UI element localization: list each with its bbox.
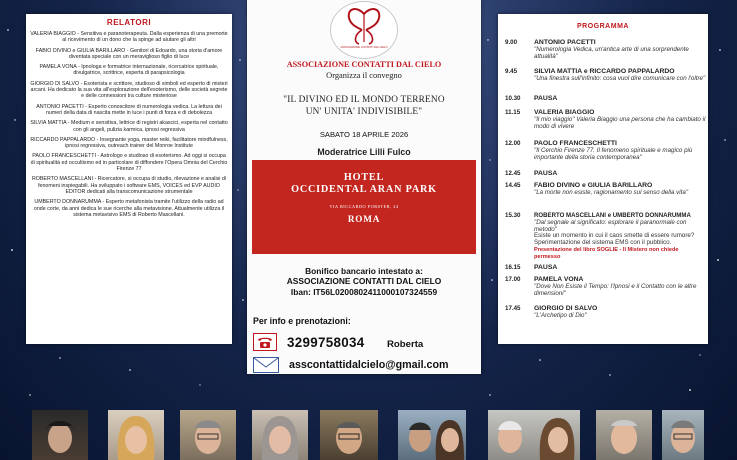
speaker-bio: PAMELA VONA - Ipnologa e formatrice internazionale, ricercatrice spirituale, divulgatrice, scrittrice, esperta di parapsicologia (39, 64, 219, 77)
program-speaker: ANTONIO PACETTI (534, 39, 596, 46)
program-speaker: PAOLO FRANCESCHETTI (534, 140, 617, 147)
program-time: 9.45 (505, 68, 518, 75)
program-speaker: PAMELA VONA (534, 276, 584, 283)
speaker-photo (320, 410, 378, 460)
speaker-bio: VALERIA BIAGGIO - Sensitiva e paranoterapeuta. Dalla esperienza di una premorte al ricevimento di un dono che la spinge ad aiutare gli altri (30, 31, 228, 44)
program-speaker: VALERIA BIAGGIO (534, 109, 595, 116)
speaker-bio: PAOLO FRANCESCHETTI - Astrologo e studioso di esoterismo. Ad oggi si occupa di spiritualità ed occultismo ed in particolare di diffondere l'Opera Omnia del Cerchio Firenze 77 (30, 153, 228, 173)
program-time: 9.00 (505, 39, 518, 46)
organizer-name: ASSOCIAZIONE CONTATTI DAL CIELO (286, 60, 442, 69)
speaker-photo (488, 410, 580, 460)
program-book-note: Presentazione del libro SOGLIE - Il Mistero non chiede permesso (534, 246, 679, 260)
speakers-panel (26, 14, 232, 344)
program-speaker: FABIO DIVINO e GIULIA BARILLARO (534, 182, 653, 189)
conference-title-line2: UN' UNITA' INDIVISIBILE" (305, 107, 423, 117)
association-logo (330, 1, 398, 59)
speaker-photo (398, 410, 466, 460)
venue-address: VIA RICCARDO FORSTER, 24 (329, 204, 399, 209)
speaker-photo (596, 410, 652, 460)
logo-text: ASSOCIAZIONE CONTATTI DAL CIELO (340, 46, 388, 49)
program-time: 10.30 (505, 95, 521, 102)
program-speaker: SILVIA MATTIA e RICCARDO PAPPALARDO (534, 68, 675, 75)
program-time: 11.15 (505, 109, 521, 116)
program-time: 14.45 (505, 182, 521, 189)
event-date: SABATO 18 APRILE 2026 (319, 130, 409, 139)
program-speaker: PAUSA (534, 95, 558, 102)
program-time: 16.15 (505, 264, 521, 271)
program-talk-note: Sperimentazione del sistema EMS con il pubblico. (534, 239, 672, 247)
program-talk: "Una finestra sull'infinito: cosa vuol dire comunicare con l'oltre" (534, 74, 706, 82)
phone-number[interactable]: 3299758034 (287, 335, 365, 350)
speaker-bio: GIORGIO DI SALVO - Esoterista e scrittore, studioso di simboli ed esperto di misteri arcani. Ha dedicato la sua vita all'esplorazione dell'esoterismo, delle società segrete e delle connessioni tra culture misteriose (30, 80, 228, 100)
speaker-bio: RICCARDO PAPPALARDO - Insegnante yoga, master reiki, facilitatore mindfulness, ipnosi regressiva, outreach trainer del Monroe Institute (30, 136, 228, 150)
program-time: 17.00 (505, 276, 521, 283)
program-time: 12.00 (505, 140, 521, 147)
moderator: Moderatrice Lilli Fulco (317, 147, 411, 157)
venue-box (252, 160, 476, 254)
conference-title-line1: "IL DIVINO ED IL MONDO TERRENO (283, 95, 445, 105)
speaker-photo (108, 410, 164, 460)
speaker-photo (32, 410, 88, 460)
info-label: Per info e prenotazioni: (253, 316, 351, 326)
organizer-subtitle: Organizza il convegno (326, 71, 402, 80)
program-talk: "La morte non esiste, ragionamento sul senso della vita" (534, 188, 689, 196)
email-address[interactable]: asscontattidalcielo@gmail.com (289, 359, 449, 371)
bank-beneficiary: ASSOCIAZIONE CONTATTI DAL CIELO (286, 276, 442, 287)
program-time: 15.30 (505, 212, 521, 219)
bank-iban: Iban: IT56L0200802411000107324559 (290, 286, 438, 297)
program-panel (498, 14, 708, 344)
speaker-bio: ANTONIO PACETTI - Esperto conoscitore di numerologia vedica. La lettura dei numeri della data di nascita mette in luce i punti di forza e di debolezza (36, 103, 222, 116)
program-time: 17.45 (505, 305, 521, 312)
venue-city: ROMA (347, 214, 381, 224)
program-speaker: PAUSA (534, 264, 558, 271)
venue-hotel-label: HOTEL (343, 172, 385, 183)
phone-icon (253, 333, 277, 351)
speaker-photo (662, 410, 704, 460)
envelope-icon (253, 357, 279, 373)
speaker-photo (180, 410, 236, 460)
speaker-photo (252, 410, 308, 460)
program-talk: "Numerologia Vedica, un'antica arte di una sorprendente attualità" (534, 45, 689, 60)
bank-label: Bonifico bancario intestato a: (305, 266, 423, 276)
phone-contact-name: Roberta (387, 339, 424, 350)
bank-transfer-info (247, 266, 481, 297)
speaker-bio: ROBERTO MASCELLANI - Ricercatore, si occupa di studio, rilevazione e analisi di fenomeni inspiegabili. Ha sviluppato i software EMS, VOICES ed EVP AUDIO EDITOR dedicati alla transcomunicazione strumentale (31, 176, 227, 195)
program-talk: "L'Archetipo di Dio" (534, 311, 587, 319)
program-speaker: PAUSA (534, 170, 558, 177)
speaker-bio: FABIO DIVINO e GIULIA BARILLARO - Genitori di Edoardo, una storia d'amore diventata speciale con un meraviglioso figlio di luce (35, 47, 223, 60)
program-talk: "Dove Non Esiste il Tempo: l'Ipnosi e il Contatto con le altre dimensioni" (534, 282, 697, 297)
conference-title (257, 94, 471, 118)
program-speaker: GIORGIO DI SALVO (534, 305, 598, 312)
speaker-bio: UMBERTO DONNARUMMA - Esperto metafonista tramite l'utilizzo della radio ad onde corte, da anni dedica le sue ricerche alla metavisione. Attualmente utilizza il sistema metavisivo EMS di Roberto Mascellani. (33, 199, 225, 218)
program-speaker: ROBERTO MASCELLANI e UMBERTO DONNARUMMA (534, 212, 691, 219)
program-talk: "Dal segnale al significato: esplorare il paranormale con metodo" (534, 218, 687, 233)
program-talk: "Il mio viaggio" Valeria Biaggio una persona che ha cambiato il modo di vivere (534, 115, 706, 130)
program-talk-note: Esiste un momento in cui il caos smette di essere rumore? (534, 232, 695, 240)
speaker-bio: SILVIA MATTIA - Medium e sensitiva, lettrice di registri akascici, esperta nel contatto con gli angeli, pulizia karmica, ipnosi regressiva (30, 120, 228, 133)
event-panel (247, 0, 481, 374)
program-title: PROGRAMMA (577, 23, 629, 30)
program-talk: "Il Cerchio Firenze 77. Il fenomeno spirituale e magico più importante della storia contemporanea" (534, 146, 693, 161)
program-time: 12.45 (505, 170, 521, 177)
venue-hotel-name: OCCIDENTAL ARAN PARK (291, 184, 437, 195)
speakers-title: RELATORI (106, 18, 152, 27)
